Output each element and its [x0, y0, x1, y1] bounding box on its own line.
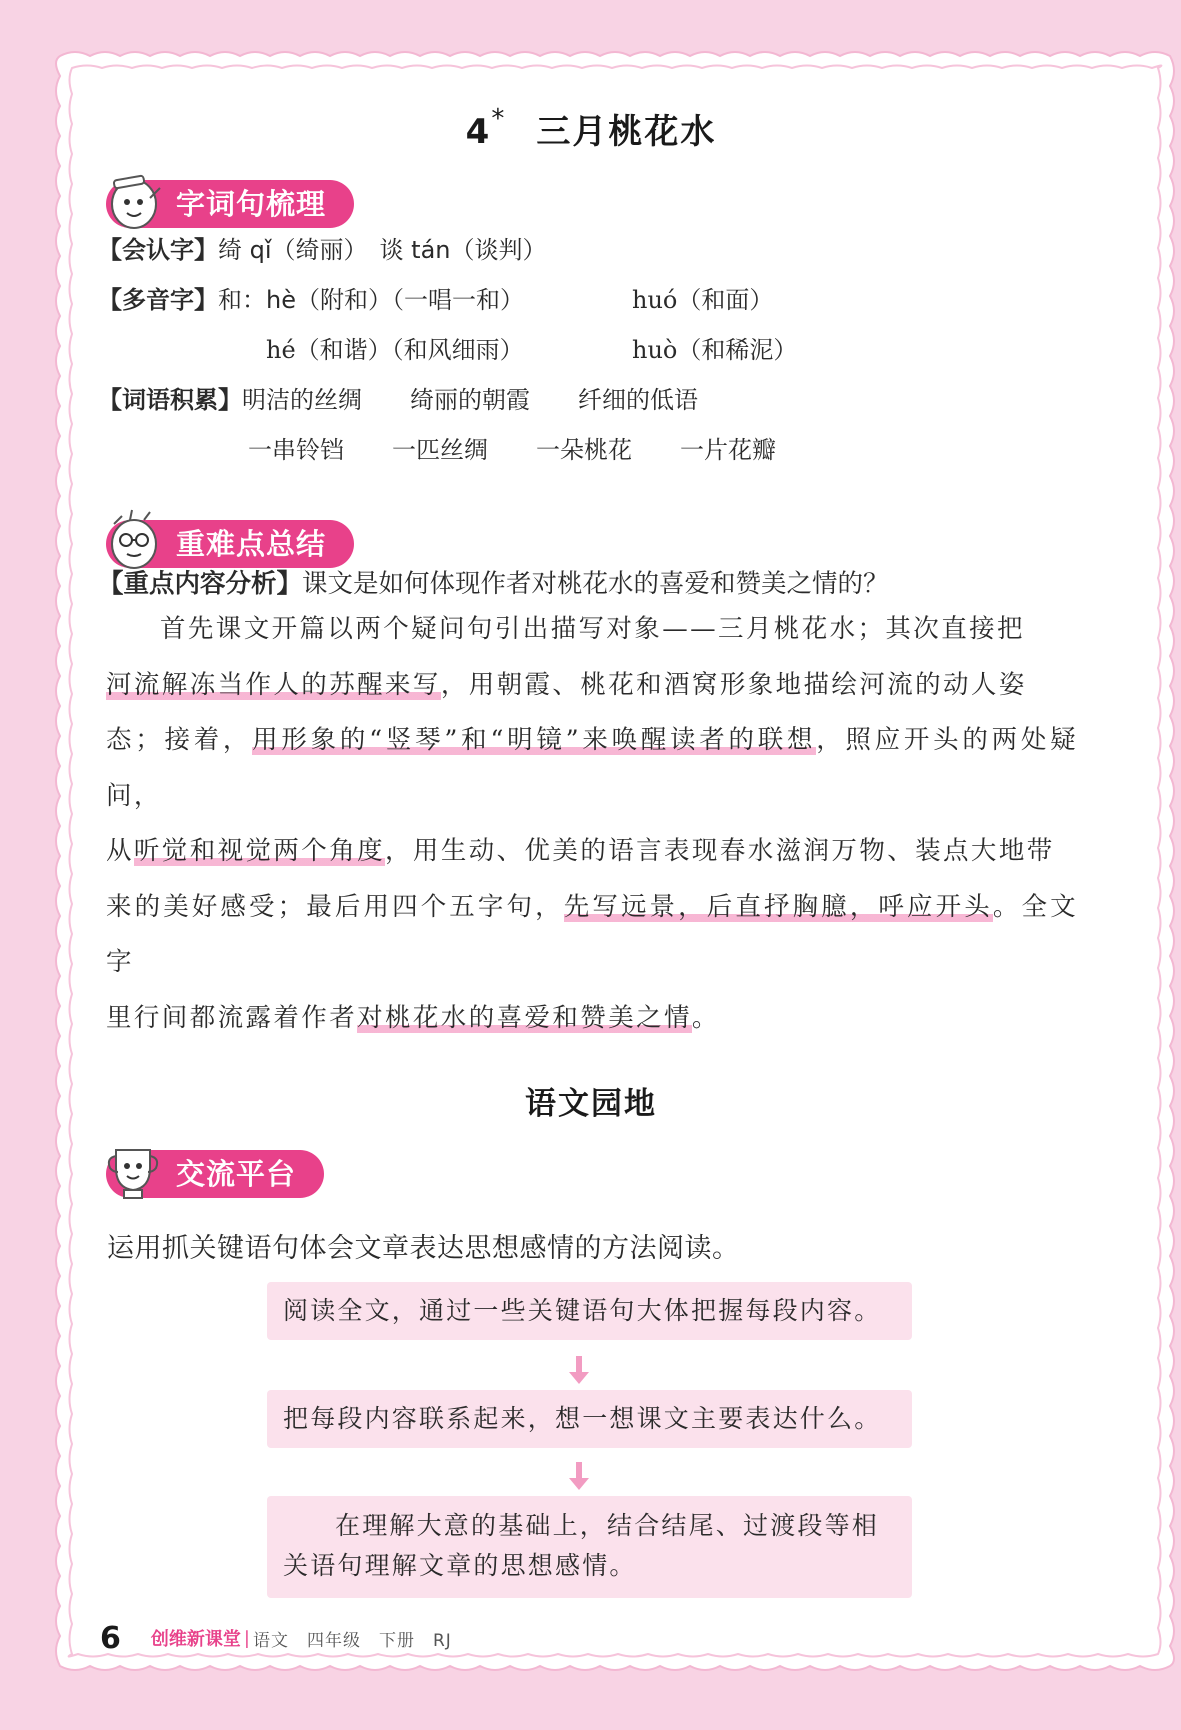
exchange-intro: 运用抓关键语句体会文章表达思想感情的方法阅读。 — [107, 1233, 740, 1264]
polyphone-line-2: hé（和谐）（和风细雨） — [266, 336, 524, 364]
section-badge-exchange — [106, 1150, 324, 1198]
section-badge-keypoints — [106, 520, 354, 568]
mascot-trophy-icon — [100, 1138, 166, 1204]
method-step-3: 在理解大意的基础上，结合结尾、过渡段等相 关语句理解文章的思想感情。 — [267, 1496, 912, 1598]
brand-name: 创维新课堂 — [150, 1629, 241, 1650]
polyphone-line-1: 【多音字】和：hè（附和）（一唱一和） — [98, 286, 524, 314]
section-badge-vocab — [106, 180, 354, 228]
page-footer — [100, 1618, 452, 1658]
page-number: 6 — [100, 1620, 121, 1656]
down-arrow-icon — [569, 1356, 589, 1384]
section-label: 字词句梳理 — [176, 187, 327, 221]
footer-separator: | — [243, 1627, 250, 1649]
section-label: 重难点总结 — [176, 527, 327, 561]
polyphone-huo-2: huó（和面） — [632, 286, 774, 314]
lesson-name: 三月桃花水 — [536, 112, 717, 152]
section-label: 交流平台 — [176, 1157, 297, 1191]
lesson-title — [106, 104, 1076, 153]
down-arrow-icon — [569, 1462, 589, 1490]
analysis-paragraph: 首先课文开篇以两个疑问句引出描写对象——三月桃花水；其次直接把 河流解冻当作人的苏醒来写，用朝霞、桃花和酒窝形象地描绘河流的动人姿 态；接着，用形象的“竖琴”和“明镜”来唤醒读者的联想，照应开头的两处疑问， 从听觉和视觉两个角度，用生动、优美的语言表现春水滋润万物、装点大地带 来的美好感受；最后用四个五字句，先写远景，后直抒胸臆，呼应开头。全文字 里行间都流露着作者对桃花水的喜爱和赞美之情。 — [106, 614, 1078, 1033]
polyphone-huo-4: huò（和稀泥） — [632, 336, 798, 364]
method-step-1: 阅读全文，通过一些关键语句大体把握每段内容。 — [267, 1282, 912, 1340]
lesson-number: 4* — [465, 104, 507, 152]
book-info: 语文 四年级 下册 RJ — [252, 1630, 452, 1651]
analysis-question: 【重点内容分析】课文是如何体现作者对桃花水的喜爱和赞美之情的？ — [98, 569, 889, 599]
words-line-1: 【词语积累】明洁的丝绸 绮丽的朝霞 纤细的低语 — [98, 386, 698, 414]
mascot-icon — [100, 168, 166, 234]
recognize-line: 【会认字】绮 qǐ（绮丽） 谈 tán（谈判） — [98, 236, 547, 264]
method-step-2: 把每段内容联系起来，想一想课文主要表达什么。 — [267, 1390, 912, 1448]
words-line-2: 一串铃铛 一匹丝绸 一朵桃花 一片花瓣 — [248, 436, 776, 464]
garden-title: 语文园地 — [525, 1086, 657, 1122]
